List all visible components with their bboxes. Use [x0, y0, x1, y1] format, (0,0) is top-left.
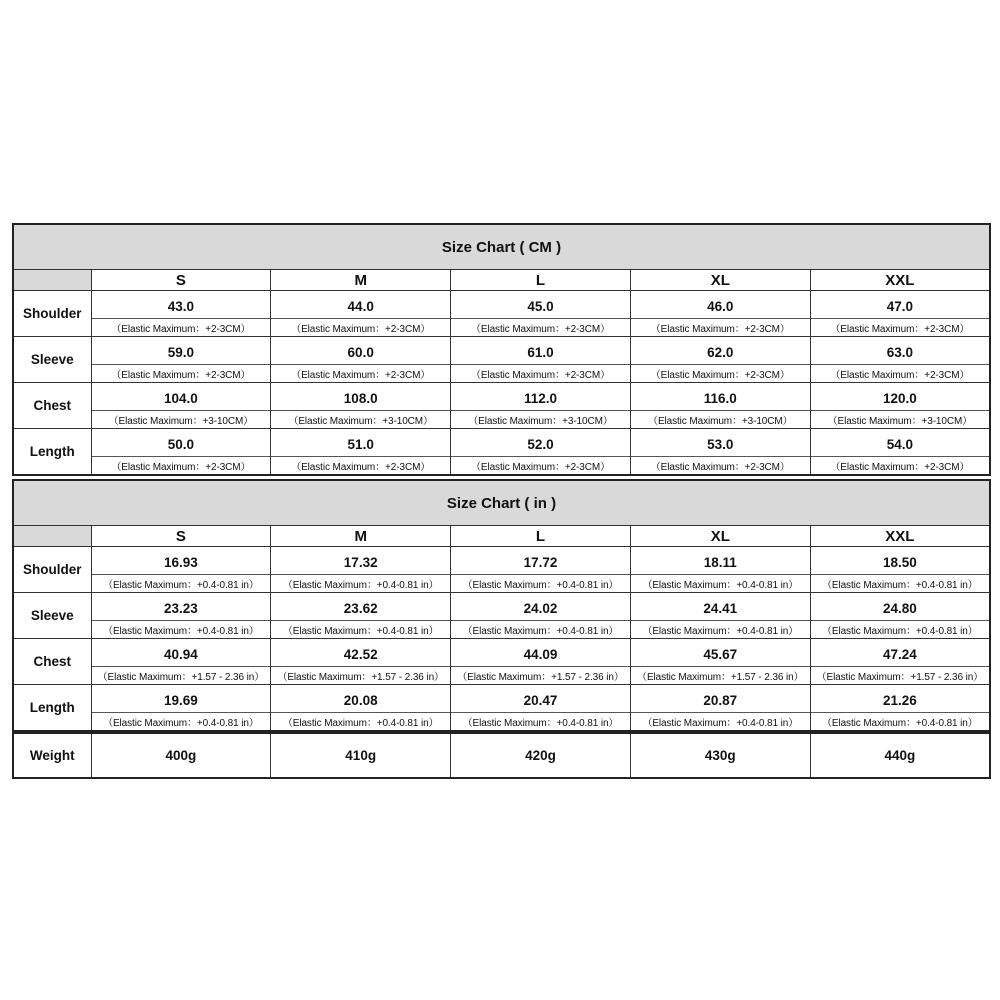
- size-chart-in: [12, 479, 991, 732]
- elastic-note: （Elastic Maximum：+0.4-0.81 in）: [271, 712, 450, 730]
- measurement-value: 63.0: [886, 345, 913, 360]
- header-corner: [13, 270, 91, 291]
- measurement-value: 18.11: [703, 555, 737, 570]
- elastic-note: （Elastic Maximum：+0.4-0.81 in）: [451, 620, 630, 638]
- measurement-value: 20.47: [523, 693, 558, 708]
- elastic-note: （Elastic Maximum：+1.57 - 2.36 in）: [451, 666, 630, 684]
- size-header-row: [13, 526, 990, 547]
- measurement-value: 40.94: [164, 647, 198, 662]
- elastic-note: （Elastic Maximum：+0.4-0.81 in）: [92, 712, 271, 730]
- size-header-row: [13, 270, 990, 291]
- elastic-note: （Elastic Maximum：+2-3CM）: [631, 456, 810, 474]
- measurement-value: 112.0: [523, 391, 558, 406]
- elastic-note: （Elastic Maximum：+2-3CM）: [271, 364, 450, 382]
- measurement-cell: [451, 383, 631, 429]
- measurement-value: 52.0: [527, 437, 554, 452]
- size-chart-cm-title: Size Chart ( CM ): [13, 224, 990, 270]
- measurement-value: 116.0: [703, 391, 737, 406]
- measurement-value: 44.0: [347, 299, 374, 314]
- elastic-note: （Elastic Maximum：+2-3CM）: [811, 456, 989, 474]
- elastic-note: （Elastic Maximum：+2-3CM）: [271, 456, 450, 474]
- size-chart-cm-body: [13, 291, 990, 476]
- measurement-cell: [271, 337, 451, 383]
- measurement-value: 21.26: [882, 693, 917, 708]
- measurement-value: 47.24: [882, 647, 917, 662]
- measurement-cell: [271, 429, 451, 476]
- measurement-cell: [91, 429, 271, 476]
- measurement-cell: [451, 429, 631, 476]
- measurement-cell: [810, 547, 990, 593]
- elastic-note: （Elastic Maximum：+2-3CM）: [451, 318, 630, 336]
- elastic-note: （Elastic Maximum：+0.4-0.81 in）: [811, 620, 989, 638]
- elastic-note: （Elastic Maximum：+3-10CM）: [811, 410, 989, 428]
- measurement-cell: [630, 685, 810, 732]
- measurement-value: 20.87: [703, 693, 738, 708]
- measurement-value: 46.0: [707, 299, 734, 314]
- elastic-note: （Elastic Maximum：+2-3CM）: [811, 364, 989, 382]
- measurement-value: 45.67: [703, 647, 738, 662]
- elastic-note: （Elastic Maximum：+2-3CM）: [631, 364, 810, 382]
- header-corner: [13, 526, 91, 547]
- measurement-value: 17.72: [523, 555, 558, 570]
- measurement-value: 16.93: [164, 555, 198, 570]
- elastic-note: （Elastic Maximum：+0.4-0.81 in）: [92, 620, 271, 638]
- measurement-value: 23.23: [164, 601, 198, 616]
- measurement-cell: [451, 685, 631, 732]
- measurement-value: 60.0: [347, 345, 374, 360]
- elastic-note: （Elastic Maximum：+2-3CM）: [811, 318, 989, 336]
- measurement-cell: [810, 429, 990, 476]
- size-header-m: M: [271, 270, 451, 291]
- measurement-value: 23.62: [343, 601, 378, 616]
- elastic-note: （Elastic Maximum：+3-10CM）: [631, 410, 810, 428]
- elastic-note: （Elastic Maximum：+0.4-0.81 in）: [631, 620, 810, 638]
- measurement-cell: [91, 685, 271, 732]
- measurement-cell: [810, 337, 990, 383]
- weight-table: [12, 732, 991, 779]
- elastic-note: （Elastic Maximum：+0.4-0.81 in）: [811, 712, 989, 730]
- weight-value-m: 410g: [271, 733, 451, 778]
- elastic-note: （Elastic Maximum：+1.57 - 2.36 in）: [811, 666, 989, 684]
- elastic-note: （Elastic Maximum：+2-3CM）: [451, 456, 630, 474]
- size-header-l: L: [451, 526, 631, 547]
- elastic-note: （Elastic Maximum：+2-3CM）: [271, 318, 450, 336]
- measurement-label: Chest: [13, 383, 91, 429]
- measurement-value: 59.0: [167, 345, 195, 360]
- size-header-m: M: [271, 526, 451, 547]
- measurement-value: 19.69: [164, 693, 198, 708]
- measurement-value: 43.0: [167, 299, 195, 314]
- measurement-cell: [630, 429, 810, 476]
- size-header-l: L: [451, 270, 631, 291]
- measurement-value: 51.0: [347, 437, 374, 452]
- elastic-note: （Elastic Maximum：+3-10CM）: [92, 410, 271, 428]
- measurement-value: 50.0: [167, 437, 195, 452]
- size-header-xl: XL: [630, 526, 810, 547]
- measurement-value: 120.0: [882, 391, 917, 406]
- elastic-note: （Elastic Maximum：+1.57 - 2.36 in）: [271, 666, 450, 684]
- size-header-s: S: [91, 526, 271, 547]
- measurement-cell: [91, 639, 271, 685]
- measurement-label: Length: [13, 429, 91, 476]
- measurement-cell: [630, 291, 810, 337]
- measurement-row: [13, 547, 990, 593]
- size-header-xl: XL: [630, 270, 810, 291]
- measurement-value: 54.0: [886, 437, 913, 452]
- elastic-note: （Elastic Maximum：+0.4-0.81 in）: [631, 712, 810, 730]
- elastic-note: （Elastic Maximum：+0.4-0.81 in）: [451, 574, 630, 592]
- measurement-value: 24.41: [703, 601, 738, 616]
- measurement-value: 20.08: [343, 693, 378, 708]
- elastic-note: （Elastic Maximum：+1.57 - 2.36 in）: [631, 666, 810, 684]
- elastic-note: （Elastic Maximum：+0.4-0.81 in）: [811, 574, 989, 592]
- measurement-value: 47.0: [886, 299, 913, 314]
- elastic-note: （Elastic Maximum：+2-3CM）: [92, 456, 271, 474]
- measurement-label: Length: [13, 685, 91, 732]
- measurement-cell: [91, 593, 271, 639]
- measurement-cell: [630, 639, 810, 685]
- weight-value-xl: 430g: [630, 733, 810, 778]
- measurement-cell: [810, 685, 990, 732]
- measurement-value: 61.0: [527, 345, 554, 360]
- weight-value-xxl: 440g: [810, 733, 990, 778]
- weight-value-l: 420g: [451, 733, 631, 778]
- measurement-cell: [630, 337, 810, 383]
- measurement-cell: [91, 337, 271, 383]
- measurement-cell: [91, 547, 271, 593]
- measurement-value: 24.02: [523, 601, 558, 616]
- measurement-cell: [810, 291, 990, 337]
- elastic-note: （Elastic Maximum：+0.4-0.81 in）: [271, 574, 450, 592]
- measurement-cell: [451, 291, 631, 337]
- size-chart-in-body: [13, 547, 990, 732]
- measurement-row: [13, 593, 990, 639]
- measurement-row: [13, 685, 990, 732]
- size-header-xxl: XXL: [810, 270, 990, 291]
- weight-label: Weight: [13, 733, 91, 778]
- measurement-cell: [451, 547, 631, 593]
- measurement-label: Sleeve: [13, 337, 91, 383]
- elastic-note: （Elastic Maximum：+2-3CM）: [92, 318, 271, 336]
- elastic-note: （Elastic Maximum：+1.57 - 2.36 in）: [92, 666, 271, 684]
- measurement-cell: [271, 547, 451, 593]
- size-chart-in-title: Size Chart ( in ): [13, 480, 990, 526]
- measurement-cell: [630, 593, 810, 639]
- measurement-value: 44.09: [523, 647, 558, 662]
- measurement-value: 45.0: [527, 299, 554, 314]
- measurement-cell: [271, 639, 451, 685]
- size-header-s: S: [91, 270, 271, 291]
- elastic-note: （Elastic Maximum：+0.4-0.81 in）: [92, 574, 271, 592]
- measurement-value: 18.50: [882, 555, 917, 570]
- size-chart-cm: [12, 223, 991, 476]
- measurement-value: 62.0: [707, 345, 734, 360]
- elastic-note: （Elastic Maximum：+2-3CM）: [92, 364, 271, 382]
- measurement-cell: [91, 291, 271, 337]
- measurement-cell: [810, 383, 990, 429]
- measurement-value: 108.0: [343, 391, 378, 406]
- measurement-label: Sleeve: [13, 593, 91, 639]
- elastic-note: （Elastic Maximum：+3-10CM）: [451, 410, 630, 428]
- measurement-cell: [810, 593, 990, 639]
- measurement-row: [13, 337, 990, 383]
- measurement-row: [13, 429, 990, 476]
- measurement-cell: [630, 383, 810, 429]
- measurement-cell: [451, 639, 631, 685]
- elastic-note: （Elastic Maximum：+2-3CM）: [451, 364, 630, 382]
- measurement-label: Chest: [13, 639, 91, 685]
- measurement-label: Shoulder: [13, 291, 91, 337]
- elastic-note: （Elastic Maximum：+2-3CM）: [631, 318, 810, 336]
- weight-value-s: 400g: [91, 733, 271, 778]
- elastic-note: （Elastic Maximum：+3-10CM）: [271, 410, 450, 428]
- measurement-cell: [271, 593, 451, 639]
- size-header-xxl: XXL: [810, 526, 990, 547]
- measurement-cell: [271, 291, 451, 337]
- elastic-note: （Elastic Maximum：+0.4-0.81 in）: [451, 712, 630, 730]
- measurement-cell: [630, 547, 810, 593]
- measurement-cell: [451, 337, 631, 383]
- measurement-value: 17.32: [343, 555, 378, 570]
- measurement-value: 104.0: [164, 391, 198, 406]
- elastic-note: （Elastic Maximum：+0.4-0.81 in）: [271, 620, 450, 638]
- measurement-value: 24.80: [882, 601, 917, 616]
- measurement-label: Shoulder: [13, 547, 91, 593]
- measurement-row: [13, 383, 990, 429]
- measurement-value: 42.52: [343, 647, 378, 662]
- measurement-cell: [271, 685, 451, 732]
- elastic-note: （Elastic Maximum：+0.4-0.81 in）: [631, 574, 810, 592]
- measurement-cell: [91, 383, 271, 429]
- measurement-row: [13, 639, 990, 685]
- measurement-cell: [810, 639, 990, 685]
- measurement-row: [13, 291, 990, 337]
- measurement-cell: [271, 383, 451, 429]
- measurement-cell: [451, 593, 631, 639]
- weight-row: [13, 733, 990, 778]
- measurement-value: 53.0: [707, 437, 734, 452]
